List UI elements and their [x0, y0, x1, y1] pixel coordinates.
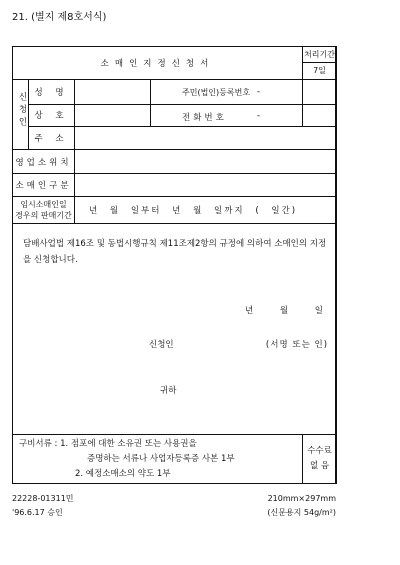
document-item-2: 2. 예정소매소의 약도 1부: [75, 468, 171, 479]
form-code: 22228-01311민: [12, 494, 74, 503]
fee-cell: [303, 434, 337, 483]
statement-text: 담배사업법 제16조 및 동법시행규칙 제11조제2항의 규정에 의하여 소매인의 지정을 신청합니다.: [23, 238, 327, 265]
application-date[interactable]: 년 월 일: [244, 305, 327, 316]
form-title: 소매인지정신청서: [13, 47, 303, 80]
fee-value: 없 음: [309, 460, 330, 471]
phone-extra: [303, 104, 337, 127]
retailer-class-label: 소매인구분: [13, 174, 75, 197]
address-field[interactable]: [75, 127, 337, 150]
paper-type: (신문용지 54g/m²): [267, 508, 336, 517]
temporary-label-line2: 경우의 판매기간: [15, 210, 72, 220]
business-location-field[interactable]: [75, 149, 337, 174]
phone-label: 전화번호: [182, 112, 227, 123]
temporary-label-line1: 임시소매인일: [20, 199, 67, 209]
business-location-label: 영업소위치: [13, 149, 75, 174]
document-item-1-cont: 증명하는 서류나 사업자등록증 사본 1부: [87, 453, 235, 464]
name-field[interactable]: [75, 79, 151, 104]
paper-size: 210mm×297mm: [267, 494, 336, 503]
processing-period-label: 처리기간: [303, 47, 336, 63]
company-label: 상 호: [29, 104, 75, 127]
company-field[interactable]: [75, 104, 151, 127]
id-number-field[interactable]: -: [257, 86, 261, 97]
documents-line1: [19, 437, 302, 452]
processing-period-cell: [303, 47, 337, 80]
approval-date: '96.6.17 승인: [12, 508, 63, 517]
applicant-group-label: 신청인: [13, 79, 29, 149]
phone-field[interactable]: -: [257, 110, 261, 121]
application-form-table: [12, 46, 337, 484]
phone-cell: [151, 104, 303, 127]
id-number-label: 주민(법인)등록번호: [182, 87, 251, 97]
id-number-cell: [151, 79, 303, 104]
retailer-class-field[interactable]: [75, 174, 337, 197]
temporary-period-field[interactable]: 년 월 일부터 년 월 일까지 ( 일간): [75, 197, 337, 224]
processing-period-value: 7일: [313, 66, 326, 76]
address-label: 주 소: [29, 127, 75, 150]
signature-field[interactable]: (서명 또는 인): [265, 339, 329, 350]
form-reference: 21. (별지 제8호서식): [12, 12, 107, 23]
required-documents: [13, 434, 303, 483]
id-number-extra: [303, 79, 337, 104]
fee-label: 수수료: [307, 445, 332, 456]
temporary-period-label: [13, 197, 75, 224]
footer-left: [12, 492, 74, 520]
statement-area: [13, 223, 337, 434]
name-label: 성 명: [29, 79, 75, 104]
document-item-1: 1. 점포에 대한 소유권 또는 사용권을: [60, 438, 197, 449]
applicant-sign-label: 신청인: [149, 339, 174, 350]
documents-label: 구비서류 :: [19, 438, 58, 449]
footer-right: [267, 492, 336, 520]
addressee: 귀하: [160, 385, 177, 396]
